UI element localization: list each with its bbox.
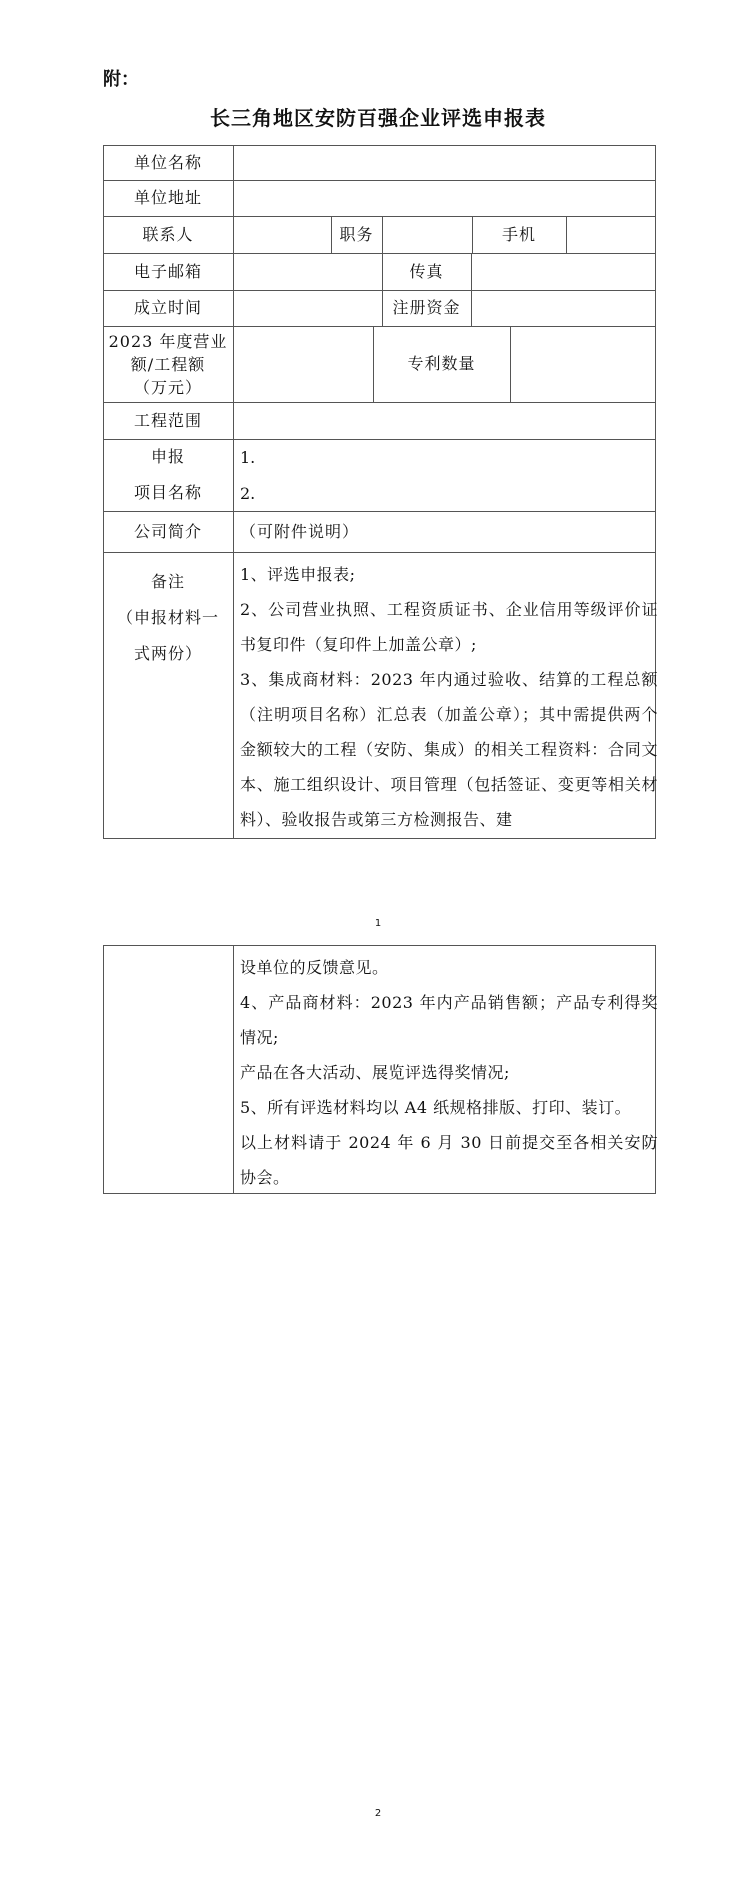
attachment-label: 附： — [103, 69, 139, 90]
revenue-label — [103, 326, 233, 402]
fax-field[interactable] — [472, 254, 655, 290]
unit-address-label: 单位地址 — [133, 188, 202, 208]
scope-field[interactable] — [234, 403, 655, 439]
capital-field[interactable] — [472, 291, 655, 326]
mobile-label: 手机 — [501, 224, 536, 244]
table-line — [103, 945, 104, 1194]
founded-label: 成立时间 — [133, 298, 202, 318]
contact-label: 联系人 — [142, 224, 194, 244]
capital-label: 注册资金 — [392, 298, 461, 318]
table-line — [103, 838, 656, 839]
page-number-2: 2 — [374, 1808, 382, 1819]
email-label: 电子邮箱 — [133, 261, 202, 281]
project-field[interactable] — [234, 440, 655, 511]
project-label-line1: 申报 — [150, 447, 185, 466]
table-line — [103, 945, 656, 946]
intro-value[interactable]: （可附件说明） — [240, 522, 360, 542]
revenue-label-line2: 额/工程额 — [130, 355, 206, 374]
revenue-label-line1: 2023 年度营业 — [108, 332, 228, 351]
intro-label: 公司简介 — [133, 521, 202, 541]
mobile-field[interactable] — [567, 217, 655, 253]
revenue-field[interactable] — [234, 327, 373, 402]
form-title: 长三角地区安防百强企业评选申报表 — [210, 106, 546, 130]
note-item-4: 4、产品商材料：2023 年内产品销售额；产品专利得奖情况; — [240, 993, 658, 1047]
table-line — [233, 945, 234, 1194]
note-item-1: 1、评选申报表; — [240, 565, 356, 584]
founded-field[interactable] — [234, 291, 382, 326]
notes-label-line3: 式两份） — [133, 644, 202, 663]
contact-field[interactable] — [234, 217, 331, 253]
page-number-1: 1 — [374, 918, 382, 929]
project-label-line2: 项目名称 — [133, 483, 202, 502]
project-item-2: 2. — [240, 484, 256, 503]
fax-label: 传真 — [409, 261, 444, 281]
note-item-continued: 设单位的反馈意见。 — [240, 958, 389, 977]
scope-label: 工程范围 — [133, 410, 202, 430]
note-item-4b: 产品在各大活动、展览评选得奖情况; — [240, 1063, 510, 1082]
unit-address-field[interactable] — [234, 181, 655, 216]
unit-name-label: 单位名称 — [133, 152, 202, 172]
patent-field[interactable] — [511, 327, 655, 402]
project-label — [103, 439, 233, 511]
notes-label — [103, 552, 233, 838]
position-field[interactable] — [383, 217, 472, 253]
unit-name-field[interactable] — [234, 146, 655, 180]
note-item-2: 2、公司营业执照、工程资质证书、企业信用等级评价证书复印件（复印件上加盖公章）; — [240, 600, 658, 654]
note-item-3: 3、集成商材料：2023 年内通过验收、结算的工程总额（注明项目名称）汇总表（加盖公章）；其中需提供两个金额较大的工程（安防、集成）的相关工程资料：合同文本、施工组织设计、项目管理（包括签证、变更等相关材料）、验收报告或第三方检测报告、建 — [240, 670, 658, 829]
patent-label: 专利数量 — [407, 354, 476, 374]
position-label: 职务 — [339, 224, 374, 244]
notes-label-line1: 备注 — [150, 572, 185, 591]
revenue-label-line3: （万元） — [133, 378, 202, 397]
notes-label-line2: （申报材料一 — [116, 608, 219, 627]
note-item-5: 5、所有评选材料均以 A4 纸规格排版、打印、装订。 — [240, 1098, 632, 1117]
project-item-1: 1. — [240, 448, 256, 467]
note-item-deadline: 以上材料请于 2024 年 6 月 30 日前提交至各相关安防协会。 — [240, 1133, 658, 1187]
email-field[interactable] — [234, 254, 382, 290]
